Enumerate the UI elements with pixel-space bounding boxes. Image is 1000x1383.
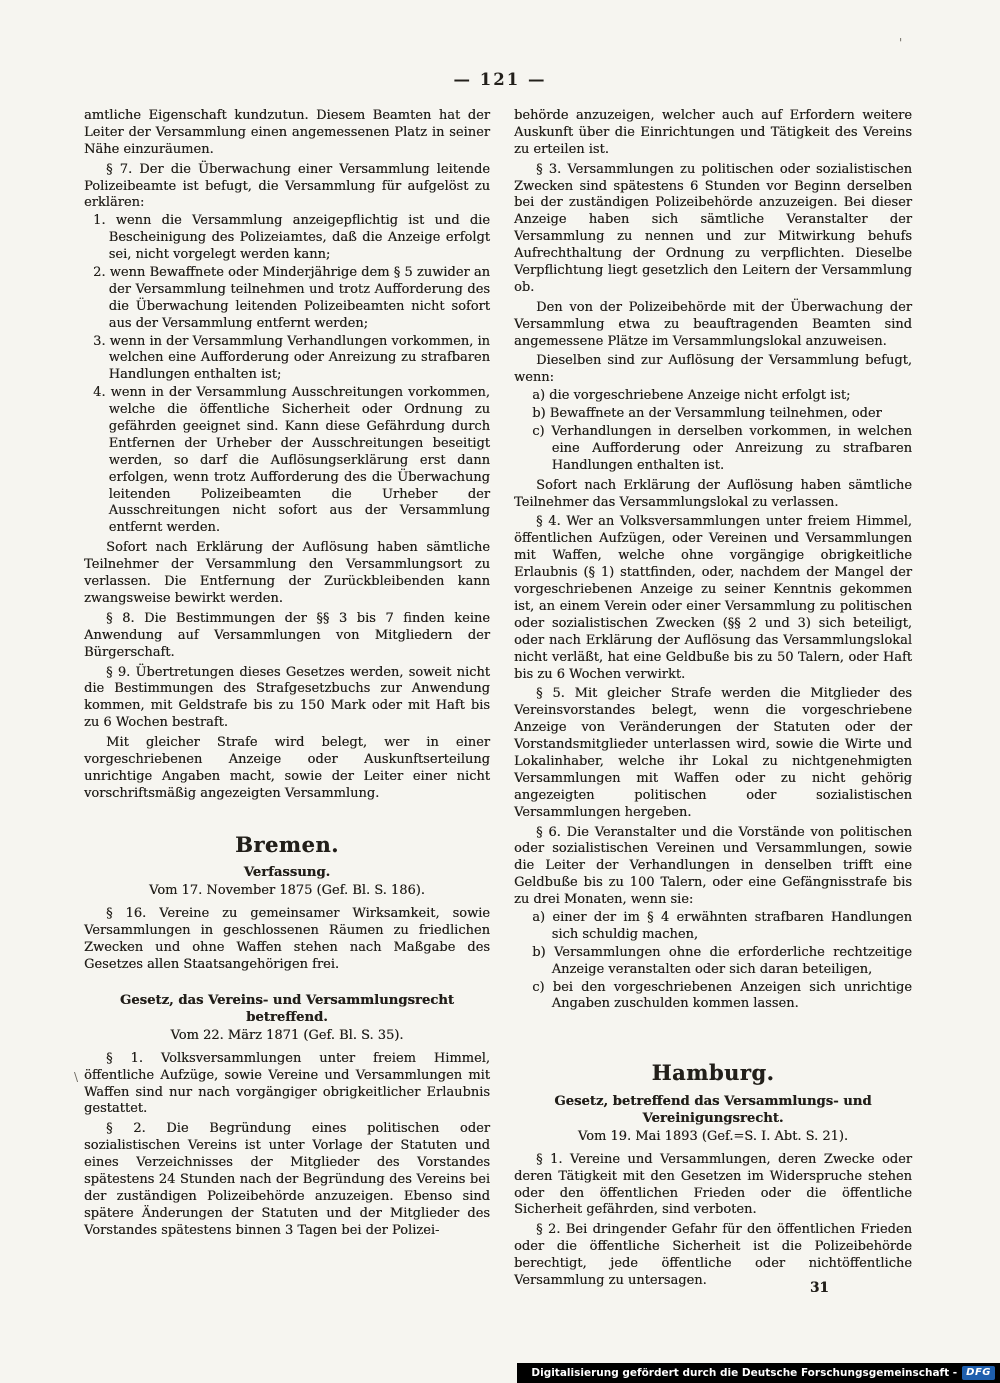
paragraph: § 7. Der die Überwachung einer Versammlung leitende Polizeibeamte ist befugt, die Versammlung für aufgelöst zu erklären: [84,161,490,211]
list-marker: c) [532,424,545,440]
list-item [514,980,912,1014]
paragraph: Mit gleicher Strafe wird belegt, wer in einer vorgeschriebenen Anzeige oder Auskunftserteilung unrichtige Angaben macht, sowie der Leiter einer nicht vorschriftsmäßig angezeigten Versammlung. [84,735,490,801]
scan-artifact: \ [74,1070,79,1084]
list-item [514,910,912,944]
paragraph: § 1. Vereine und Versammlungen, deren Zwecke oder deren Tätigkeit mit den Gesetzen im Widerspruche stehen oder den öffentlichen Frieden oder die öffentliche Sicherheit gefährden, sind verboten. [514,1151,912,1218]
paragraph: Dieselben sind zur Auflösung der Versammlung befugt, wenn: [514,353,912,386]
list-item-text: Versammlungen ohne die erforderliche rechtzeitige Anzeige veranstalten oder sich daran beteiligen, [551,944,912,977]
left-column [84,108,490,1290]
list-item-text: wenn Bewaffnete oder Minderjährige dem § 5 zuwider an der Versammlung teilnehmen und trotz Aufforderung des die Überwachung leitenden Polizeibeamten nicht sofort aus der Versammlung entfernt werden; [108,265,490,331]
list-item-text: einer der im § 4 erwähnten strafbaren Handlungen sich schuldig machen, [551,909,912,942]
list-marker: b) [532,944,546,960]
list-item [84,334,490,385]
section-heading: Bremen. [235,831,339,857]
list-marker: b) [532,406,546,422]
list-marker: 4. [93,385,106,401]
paragraph: behörde anzuzeigen, welcher auch auf Erfordern weitere Auskunft über die Einrichtungen und Tätigkeit des Vereins zu erteilen ist. [514,108,912,157]
text-columns [84,108,912,1290]
list-marker: a) [532,388,546,404]
paragraph: § 6. Die Veranstalter und die Vorstände von politischen oder sozialistischen Vereinen und Versammlungen, sowie die Leiter der Verhandlungen in denselben trifft eine Geldbuße bis zu 100 Talern, oder eine Gefängnisstrafe bis zu drei Monaten, wenn sie: [514,824,912,908]
digitization-credit-text: Digitalisierung gefördert durch die Deutsche Forschungsgemeinschaft - [531,1367,958,1379]
paragraph: § 8. Die Bestimmungen der §§ 3 bis 7 finden keine Anwendung auf Versammlungen von Mitgliedern der Bürgerschaft. [84,610,490,660]
date-line: Vom 17. November 1875 (Gef. Bl. S. 186). [149,883,425,899]
list-item [84,265,490,333]
list-item [514,406,912,423]
list-item-text: wenn in der Versammlung Verhandlungen vorkommen, in welchen eine Aufforderung oder Anreizung zu strafbaren Handlungen enthalten ist; [108,333,490,383]
date-line: Vom 19. Mai 1893 (Gef.=S. I. Abt. S. 21). [577,1128,849,1144]
page-number-footer: 31 [810,1280,829,1296]
list-item [84,213,490,264]
paragraph: § 4. Wer an Volksversammlungen unter freiem Himmel, öffentlichen Aufzügen, oder Vereinen und Versammlungen mit Waffen, welche ohne vorgängige obrigkeitliche Erlaubnis (§ 1) stattfinden, oder, nachdem der Mangel der vorgeschriebenen Anzeige zu seiner Kenntnis gekommen ist, an einem Verein oder einer Versammlung zu politischen oder sozialistischen Zwecken (§§ 2 und 3) sich beteiligt, oder nach Erklärung der Auflösung das Versammlungslokal nicht verläßt, hat eine Geldbuße bis zu 50 Talern, oder Haft bis zu 6 Wochen verwirkt. [514,514,912,682]
list-item [514,945,912,979]
list-marker: a) [532,909,546,925]
paragraph: § 3. Versammlungen zu politischen oder sozialistischen Zwecken sind spätestens 6 Stunden vor Beginn derselben bei der zuständigen Polizeibehörde anzuzeigen. Bei dieser Anzeige haben sich sämtliche Veranstalter der Versammlung zu nennen und zur Mitwirkung behufs Aufrechthaltung der Ordnung zu verpflichten. Dieselbe Verpflichtung liegt gesetzlich den Leitern der Versammlung ob. [514,161,912,295]
page-number-header: — 121 — [453,70,547,89]
list-marker: 2. [93,265,106,281]
list-item-text: die vorgeschriebene Anzeige nicht erfolgt ist; [549,388,851,404]
law-title: Verfassung. [243,864,331,880]
paragraph: § 2. Die Begründung eines politischen oder sozialistischen Vereins ist unter Vorlage der Statuten und eines Verzeichnisses der Mitglieder des Vorstandes spätestens 24 Stunden nach der Begründung des Vereins bei der zuständigen Polizeibehörde anzuzeigen. Ebenso sind spätere Änderungen der Statuten und der Mitglieder des Vorstandes spätestens binnen 3 Tagen bei der Polizei- [84,1121,490,1238]
law-title: Gesetz, das Vereins- und Versammlungsrecht betreffend. [120,992,454,1025]
paragraph: § 1. Volksversammlungen unter freiem Himmel, öffentliche Aufzüge, sowie Vereine und Versammlungen mit Waffen sind nur nach vorgängiger obrigkeitlicher Erlaubnis gestattet. [84,1050,490,1117]
paragraph: § 2. Bei dringender Gefahr für den öffentlichen Frieden oder die öffentliche Sicherheit ist die Polizeibehörde berechtigt, jede öffentliche oder nichtöffentliche Versammlung zu untersagen. [514,1222,912,1289]
list-item-text: wenn die Versammlung anzeigepflichtig ist und die Bescheinigung des Polizeiamtes, daß die Anzeige erfolgt sei, nicht vorgelegt werden kann; [108,213,490,263]
list-item [514,388,912,405]
paragraph: § 9. Übertretungen dieses Gesetzes werden, soweit nicht die Bestimmungen des Strafgesetzbuchs zur Anwendung kommen, mit Geldstrafe bis zu 150 Mark oder mit Haft bis zu 6 Wochen bestraft. [84,664,490,731]
right-column [514,108,912,1290]
paragraph: amtliche Eigenschaft kundzutun. Diesem Beamten hat der Leiter der Versammlung einen angemessenen Platz in seiner Nähe einzuräumen. [84,108,490,157]
list-item-text: bei den vorgeschriebenen Anzeigen sich unrichtige Angaben zuschulden kommen lassen. [551,979,913,1012]
paragraph: § 16. Vereine zu gemeinsamer Wirksamkeit, sowie Versammlungen in geschlossenen Räumen zu friedlichen Zwecken und ohne Waffen stehen nach Maßgabe des Gesetzes allen Staatsangehörigen frei. [84,905,490,972]
list-item-text: wenn in der Versammlung Ausschreitungen vorkommen, welche die öffentliche Sicherheit oder Ordnung zu gefährden geeignet sind. Kann diese Gefährdung durch Entfernen der Urheber der Ausschreitungen beseitigt werden, so darf die Auflösungserklärung erst dann erfolgen, wenn trotz Aufforderung des die Überwachung leitenden Polizeibeamten die Urheber der Ausschreitungen nicht sofort aus der Versammlung entfernt werden. [108,385,490,536]
digitization-bar [517,1363,1000,1383]
list-item-text: Bewaffnete an der Versammlung teilnehmen, oder [549,406,882,422]
list-marker: 3. [93,333,106,349]
dfg-logo: DFG [962,1366,995,1380]
scan-artifact: ' [899,36,903,50]
paragraph: Sofort nach Erklärung der Auflösung haben sämtliche Teilnehmer das Versammlungslokal zu verlassen. [514,477,912,510]
list-item [514,424,912,475]
date-line: Vom 22. März 1871 (Gef. Bl. S. 35). [170,1027,404,1043]
paragraph: Den von der Polizeibehörde mit der Überwachung der Versammlung etwa zu beauftragenden Beamten sind angemessene Plätze im Versammlungslokal anzuweisen. [514,299,912,349]
list-item-text: Verhandlungen in derselben vorkommen, in welchen eine Aufforderung oder Anreizung zu strafbaren Handlungen enthalten ist. [551,424,912,473]
paragraph: § 5. Mit gleicher Strafe werden die Mitglieder des Vereinsvorstandes belegt, wenn die vorgeschriebene Anzeige von Veränderungen der Statuten oder der Vorstandsmitglieder unterlassen wird, sowie die Wirte und Lokalinhaber, welche ihr Lokal zu nichtgenehmigten Versammlungen mit Waffen oder zu nicht gehörig angezeigten politischen oder sozialistischen Versammlungen hergeben. [514,686,912,820]
paragraph: Sofort nach Erklärung der Auflösung haben sämtliche Teilnehmer der Versammlung den Versammlungsort zu verlassen. Die Entfernung der Zurückbleibenden kann zwangsweise bewirkt werden. [84,540,490,606]
list-marker: c) [532,979,545,995]
list-marker: 1. [93,213,106,229]
list-item [84,385,490,537]
law-title: Gesetz, betreffend das Versammlungs- und Vereinigungsrecht. [554,1093,872,1126]
section-heading: Hamburg. [651,1060,775,1086]
